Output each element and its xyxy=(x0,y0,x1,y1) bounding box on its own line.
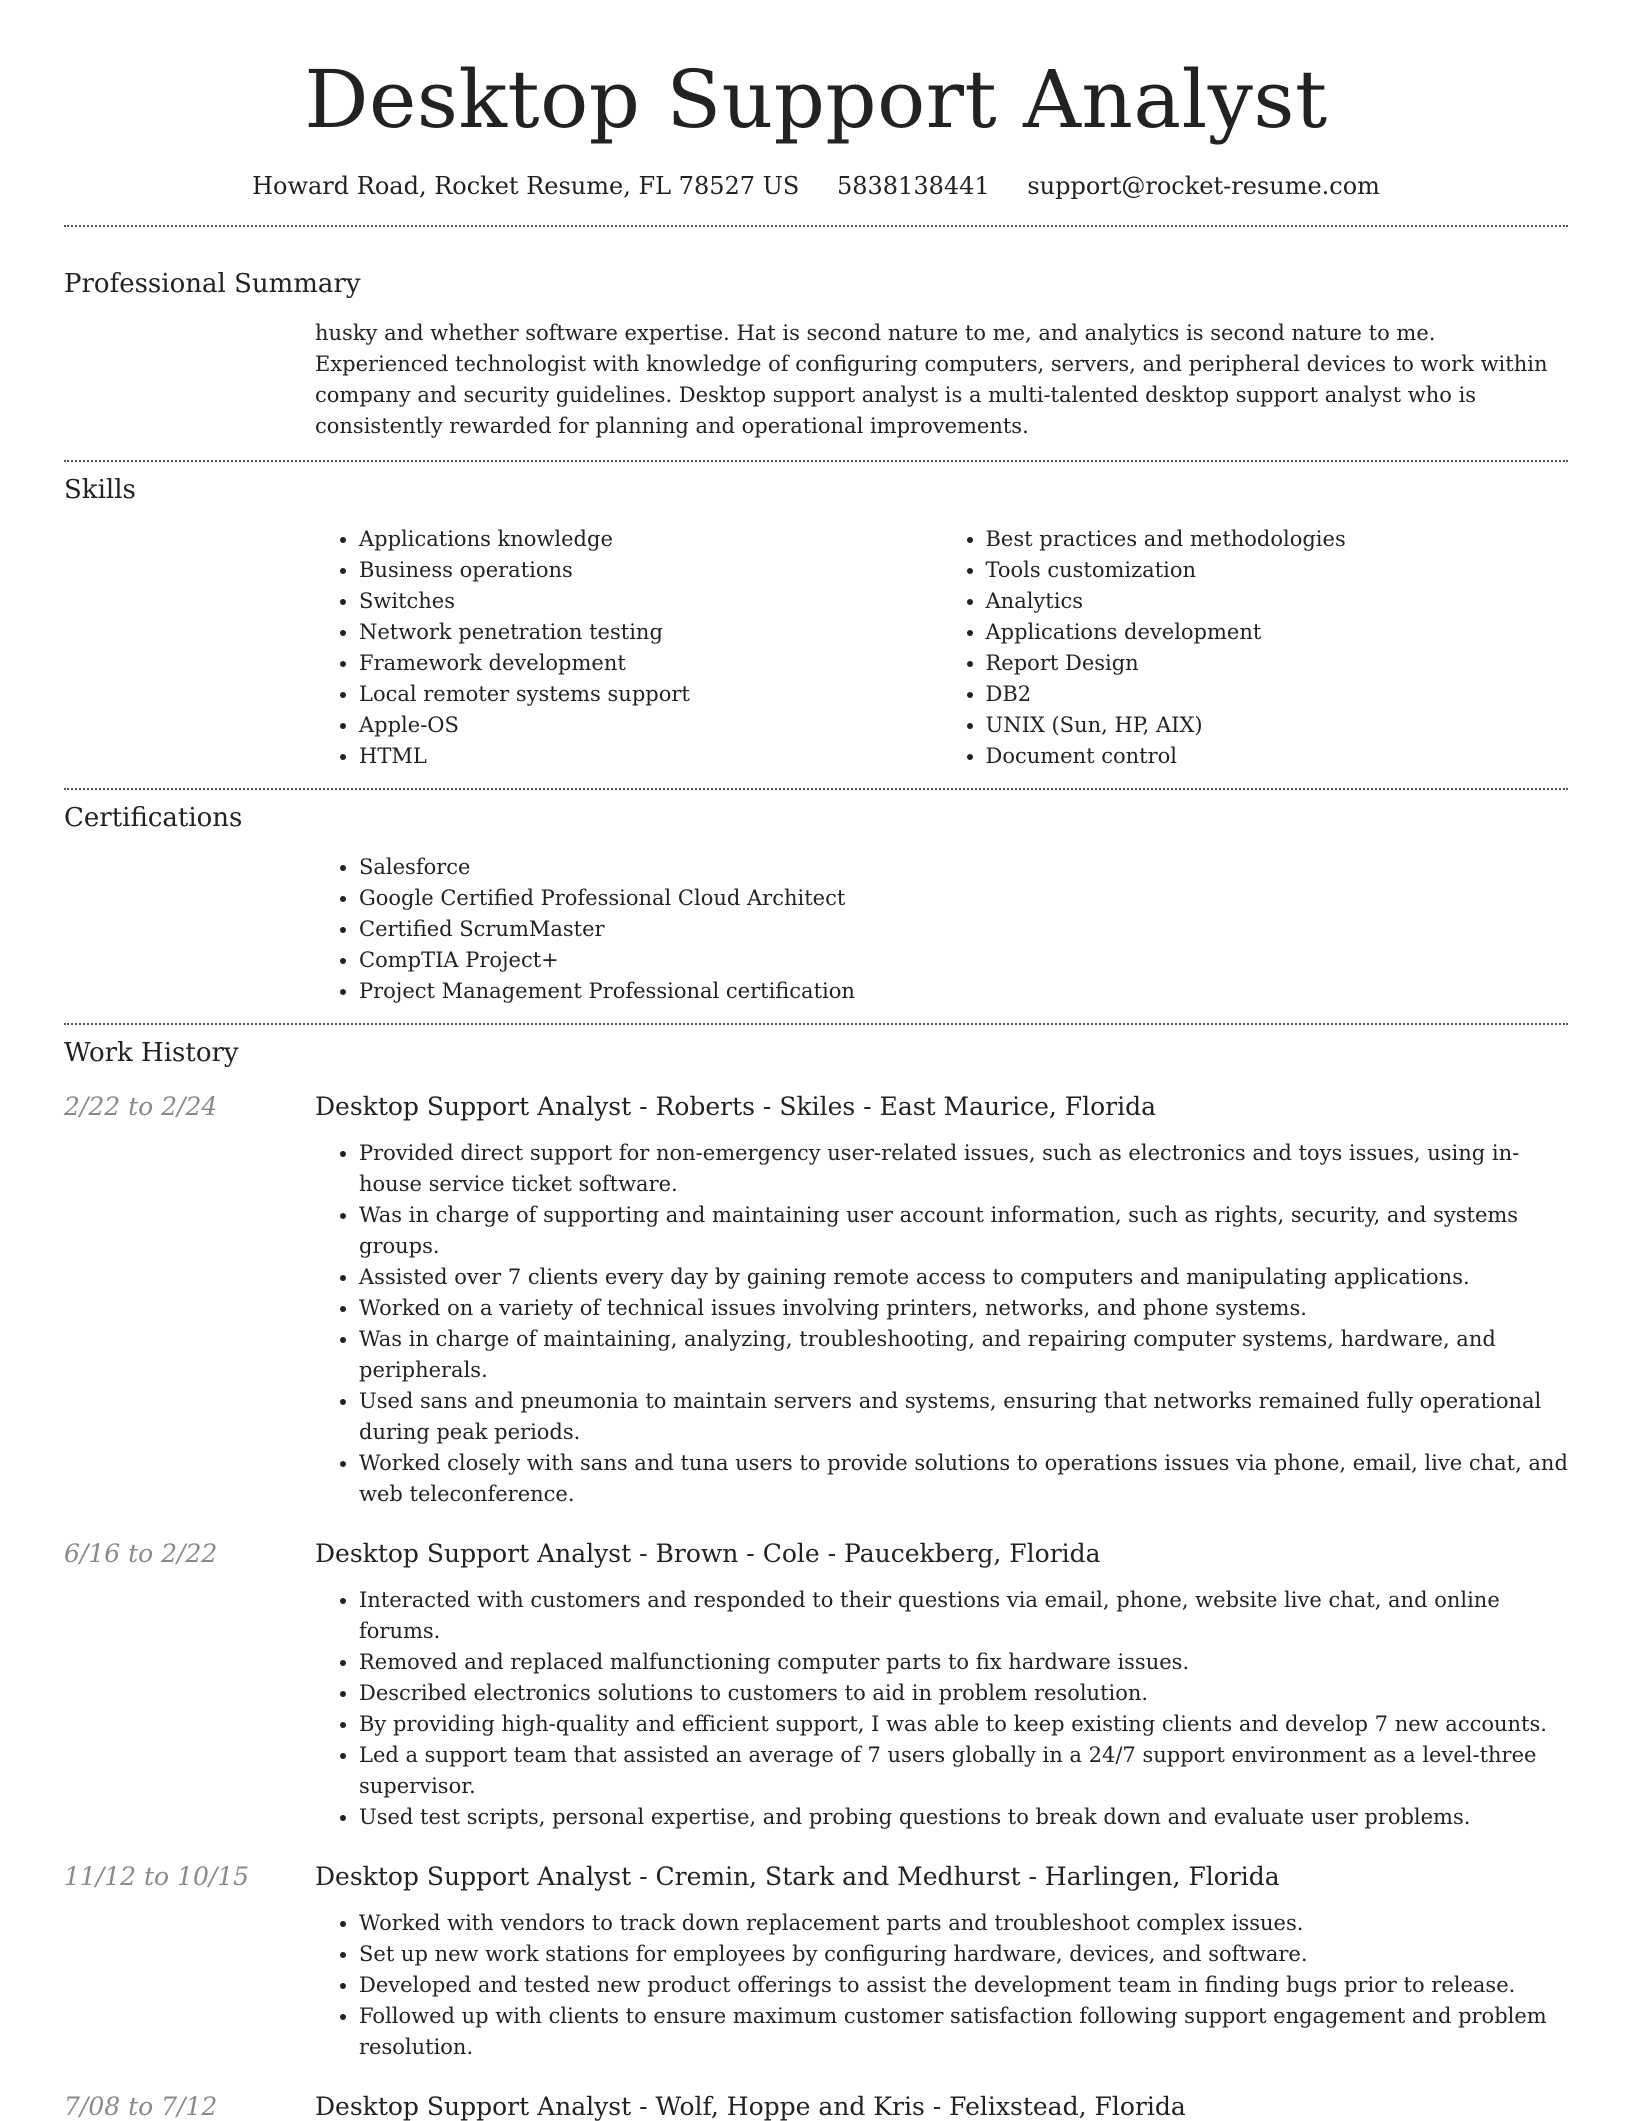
job-bullet-list xyxy=(315,1138,1568,1510)
job-bullet-list xyxy=(315,1585,1568,1833)
skills-grid xyxy=(315,524,1568,772)
skill-item: • HTML xyxy=(359,741,942,772)
skill-item: • Applications knowledge xyxy=(359,524,942,555)
divider xyxy=(64,788,1568,790)
job-bullet: • Worked with vendors to track down replacement parts and troubleshoot complex issues. xyxy=(359,1908,1568,1939)
job-header xyxy=(64,2092,1568,2121)
job-title: Desktop Support Analyst - Brown - Cole - Paucekberg, Florida xyxy=(315,1539,1101,1568)
job-bullet: • Removed and replaced malfunctioning computer parts to fix hardware issues. xyxy=(359,1647,1568,1678)
certification-item: • Google Certified Professional Cloud Architect xyxy=(359,883,1568,914)
divider xyxy=(64,1023,1568,1025)
job-bullets xyxy=(315,1138,1568,1510)
skill-item: • Best practices and methodologies xyxy=(986,524,1569,555)
skill-item: • Report Design xyxy=(986,648,1569,679)
summary-heading: Professional Summary xyxy=(64,269,361,299)
job-title: Desktop Support Analyst - Cremin, Stark and Medhurst - Harlingen, Florida xyxy=(315,1862,1280,1891)
skill-item: • Apple-OS xyxy=(359,710,942,741)
certifications-list xyxy=(315,852,1568,1007)
job-bullet: • Led a support team that assisted an average of 7 users globally in a 24/7 support environment as a level-three supervisor. xyxy=(359,1740,1568,1802)
job-bullet: • Followed up with clients to ensure maximum customer satisfaction following support engagement and problem resolution. xyxy=(359,2001,1568,2063)
divider xyxy=(64,225,1568,227)
resume-name: Desktop Support Analyst xyxy=(304,53,1328,146)
skill-item: • Switches xyxy=(359,586,942,617)
skills-list-right xyxy=(942,524,1569,772)
job-title: Desktop Support Analyst - Wolf, Hoppe and Kris - Felixstead, Florida xyxy=(315,2092,1186,2121)
skill-item: • Tools customization xyxy=(986,555,1569,586)
job-bullet: • Described electronics solutions to customers to aid in problem resolution. xyxy=(359,1678,1568,1709)
job-bullet: • Worked closely with sans and tuna users to provide solutions to operations issues via phone, email, live chat, and web teleconference. xyxy=(359,1448,1568,1510)
skills-list-left xyxy=(315,524,942,772)
certifications-heading: Certifications xyxy=(64,803,243,833)
job-bullet: • By providing high-quality and efficient support, I was able to keep existing clients and develop 7 new accounts. xyxy=(359,1709,1568,1740)
job-bullets xyxy=(315,1908,1568,2063)
contact-email: support@rocket-resume.com xyxy=(1027,172,1380,200)
job-bullet: • Interacted with customers and responded to their questions via email, phone, website live chat, and online forums. xyxy=(359,1585,1568,1647)
job-bullet: • Set up new work stations for employees by configuring hardware, devices, and software. xyxy=(359,1939,1568,1970)
job-date: 7/08 to 7/12 xyxy=(64,2092,218,2121)
contact-address: Howard Road, Rocket Resume, FL 78527 US xyxy=(252,172,800,200)
skills-heading: Skills xyxy=(64,475,136,505)
job-header xyxy=(64,1539,1568,1568)
skill-item: • Network penetration testing xyxy=(359,617,942,648)
skill-item: • Document control xyxy=(986,741,1569,772)
job-bullets xyxy=(315,1585,1568,1833)
summary-text: husky and whether software expertise. Hat is second nature to me, and analytics is second nature to me. Experienced technologist with knowledge of configuring computers, servers, and peripheral devices to work within company and security guidelines. Desktop support analyst is a multi-talented desktop support analyst who is consistently rewarded for planning and operational improvements. xyxy=(315,321,1548,438)
work-history-heading: Work History xyxy=(64,1038,239,1068)
contact-phone: 5838138441 xyxy=(836,172,990,200)
job-bullet: • Used sans and pneumonia to maintain servers and systems, ensuring that networks remained fully operational during peak periods. xyxy=(359,1386,1568,1448)
skill-item: • Business operations xyxy=(359,555,942,586)
job-bullet: • Provided direct support for non-emergency user-related issues, such as electronics and toys issues, using in-house service ticket software. xyxy=(359,1138,1568,1200)
job-bullet-list xyxy=(315,1908,1568,2063)
job-bullet: • Assisted over 7 clients every day by gaining remote access to computers and manipulating applications. xyxy=(359,1262,1568,1293)
skill-item: • Analytics xyxy=(986,586,1569,617)
skill-item: • Framework development xyxy=(359,648,942,679)
skill-item: • Applications development xyxy=(986,617,1569,648)
job-title: Desktop Support Analyst - Roberts - Skiles - East Maurice, Florida xyxy=(315,1092,1157,1121)
job-bullet: • Was in charge of maintaining, analyzing, troubleshooting, and repairing computer systems, hardware, and peripherals. xyxy=(359,1324,1568,1386)
contact-line xyxy=(64,172,1568,200)
job-date: 11/12 to 10/15 xyxy=(64,1862,250,1891)
certifications-body xyxy=(315,852,1568,1007)
certification-item: • Certified ScrumMaster xyxy=(359,914,1568,945)
job-bullet: • Used test scripts, personal expertise, and probing questions to break down and evaluate user problems. xyxy=(359,1802,1568,1833)
job-bullet: • Worked on a variety of technical issues involving printers, networks, and phone systems. xyxy=(359,1293,1568,1324)
job-bullet: • Developed and tested new product offerings to assist the development team in finding bugs prior to release. xyxy=(359,1970,1568,2001)
certification-item: • Project Management Professional certification xyxy=(359,976,1568,1007)
certification-item: • CompTIA Project+ xyxy=(359,945,1568,976)
skill-item: • DB2 xyxy=(986,679,1569,710)
job-header xyxy=(64,1092,1568,1121)
job-header xyxy=(64,1862,1568,1891)
job-date: 2/22 to 2/24 xyxy=(64,1092,218,1121)
job-bullet: • Was in charge of supporting and maintaining user account information, such as rights, security, and systems groups. xyxy=(359,1200,1568,1262)
skill-item: • UNIX (Sun, HP, AIX) xyxy=(986,710,1569,741)
skill-item: • Local remoter systems support xyxy=(359,679,942,710)
job-date: 6/16 to 2/22 xyxy=(64,1539,218,1568)
divider xyxy=(64,460,1568,462)
certification-item: • Salesforce xyxy=(359,852,1568,883)
